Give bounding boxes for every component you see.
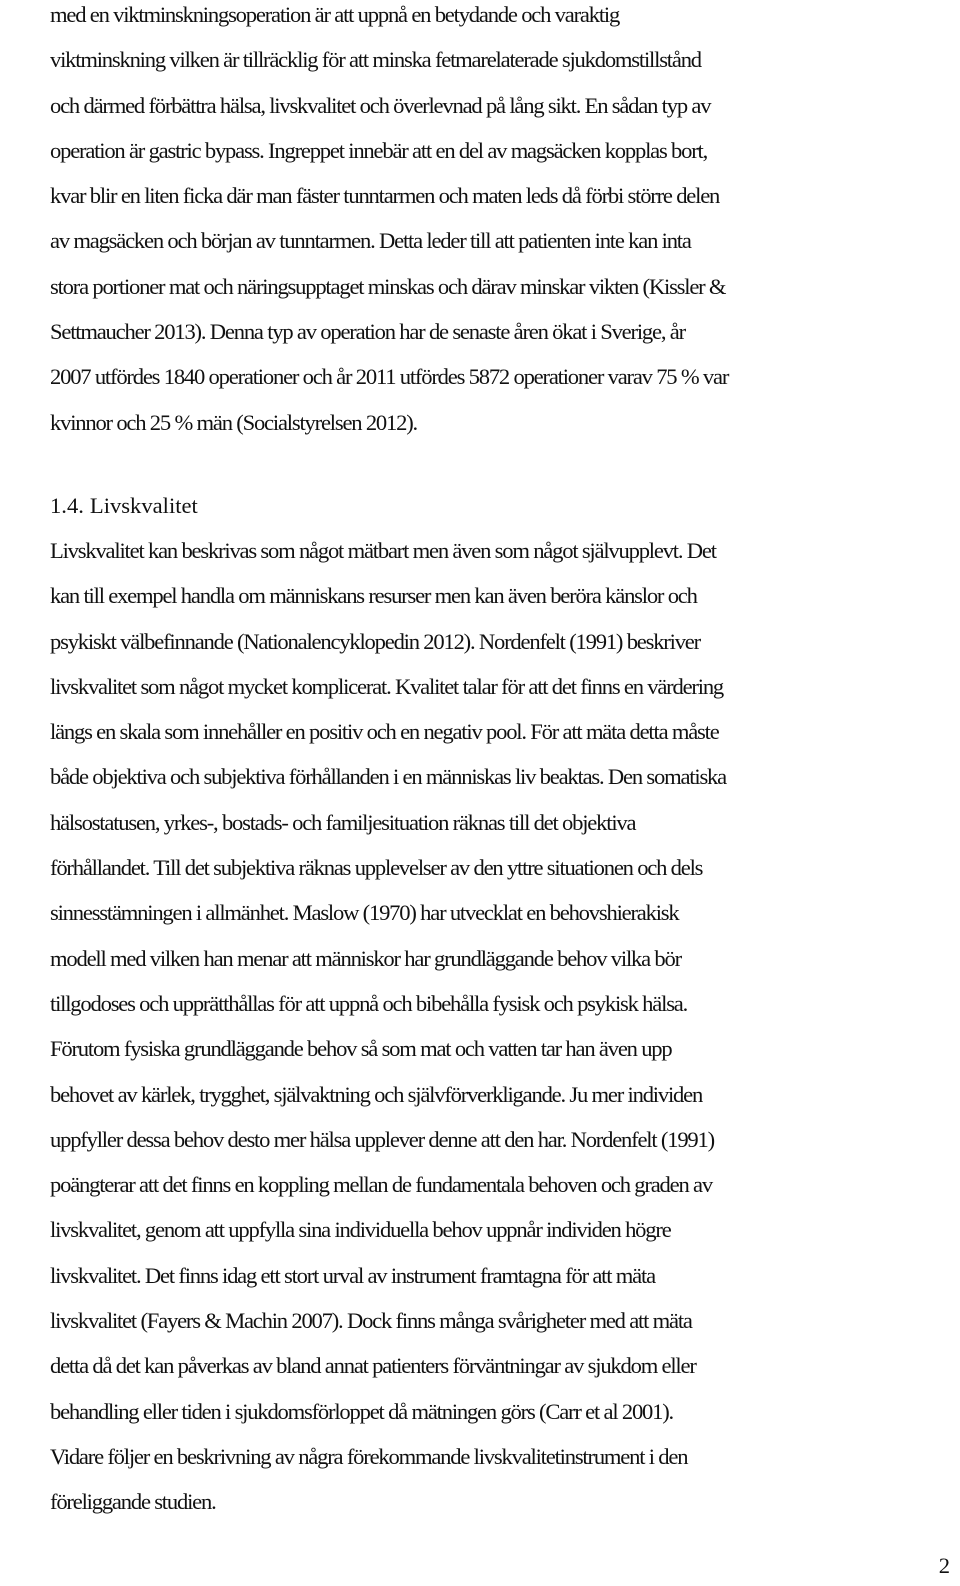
text-line: behandling eller tiden i sjukdomsförloppet då mätningen görs (Carr et al 2001).: [50, 1398, 674, 1424]
text-line: livskvalitet som något mycket komplicerat. Kvalitet talar för att det finns en värdering: [50, 673, 724, 699]
text-line: livskvalitet, genom att uppfylla sina individuella behov uppnår individen högre: [50, 1217, 671, 1243]
paragraph-intro: [50, 0, 960, 445]
section-number: 1.4.: [50, 493, 84, 518]
text-line: viktminskning vilken är tillräcklig för att minska fetmarelaterade sjukdomstillstånd: [50, 47, 701, 73]
text-line: kvar blir en liten ficka där man fäster tunntarmen och maten leds då förbi större delen: [50, 183, 720, 209]
text-line: livskvalitet (Fayers & Machin 2007). Dock finns många svårigheter med att mäta: [50, 1308, 692, 1334]
text-line: Livskvalitet kan beskrivas som något mätbart men även som något självupplevt. Det: [50, 538, 716, 563]
text-line: modell med vilken han menar att människor har grundläggande behov vilka bör: [50, 945, 681, 971]
page-number: 2: [938, 1553, 950, 1578]
section-title: Livskvalitet: [89, 493, 198, 518]
text-line: livskvalitet. Det finns idag ett stort urval av instrument framtagna för att mäta: [50, 1262, 655, 1288]
text-line: tillgodoses och upprätthållas för att uppnå och bibehålla fysisk och psykisk hälsa.: [50, 990, 688, 1016]
text-line: Vidare följer en beskrivning av några förekommande livskvalitetinstrument i den: [50, 1443, 688, 1469]
text-line: 2007 utfördes 1840 operationer och år 2011 utfördes 5872 operationer varav 75 % var: [50, 364, 729, 390]
text-line: psykiskt välbefinnande (Nationalencyklopedin 2012). Nordenfelt (1991) beskriver: [50, 628, 700, 654]
text-line: förhållandet. Till det subjektiva räknas upplevelser av den yttre situationen och dels: [50, 855, 703, 881]
text-line: uppfyller dessa behov desto mer hälsa upplever denne att den har. Nordenfelt (1991): [50, 1126, 714, 1152]
text-line: av magsäcken och början av tunntarmen. Detta leder till att patienten inte kan inta: [50, 228, 691, 254]
text-line: både objektiva och subjektiva förhållanden i en människas liv beaktas. Den somatiska: [50, 764, 726, 790]
text-line: föreliggande studien.: [50, 1489, 216, 1515]
text-line: kan till exempel handla om människans resurser men kan även beröra känslor och: [50, 583, 697, 609]
text-line: detta då det kan påverkas av bland annat patienters förväntningar av sjukdom eller: [50, 1353, 696, 1379]
text-line: Settmaucher 2013). Denna typ av operation har de senaste åren ökat i Sverige, år: [50, 319, 685, 345]
section-heading: [50, 483, 198, 528]
text-line: hälsostatusen, yrkes-, bostads- och familjesituation räknas till det objektiva: [50, 809, 636, 835]
text-line: längs en skala som innehåller en positiv och en negativ pool. För att mäta detta måste: [50, 719, 719, 745]
text-line: och därmed förbättra hälsa, livskvalitet och överlevnad på lång sikt. En sådan typ av: [50, 92, 711, 118]
text-line: sinnesstämningen i allmänhet. Maslow (1970) har utvecklat en behovshierakisk: [50, 900, 679, 926]
text-line: Förutom fysiska grundläggande behov så som mat och vatten tar han även upp: [50, 1036, 672, 1062]
text-line: behovet av kärlek, trygghet, självaktning och självförverkligande. Ju mer individen: [50, 1081, 703, 1107]
text-line: med en viktminskningsoperation är att uppnå en betydande och varaktig: [50, 2, 620, 27]
paragraph-livskvalitet: [50, 528, 960, 1525]
text-line: stora portioner mat och näringsupptaget minskas och därav minskar vikten (Kissler &: [50, 273, 726, 299]
text-line: poängterar att det finns en koppling mellan de fundamentala behoven och graden av: [50, 1172, 712, 1198]
text-line: kvinnor och 25 % män (Socialstyrelsen 2012).: [50, 409, 417, 435]
text-line: operation är gastric bypass. Ingreppet innebär att en del av magsäcken kopplas bort,: [50, 137, 708, 163]
